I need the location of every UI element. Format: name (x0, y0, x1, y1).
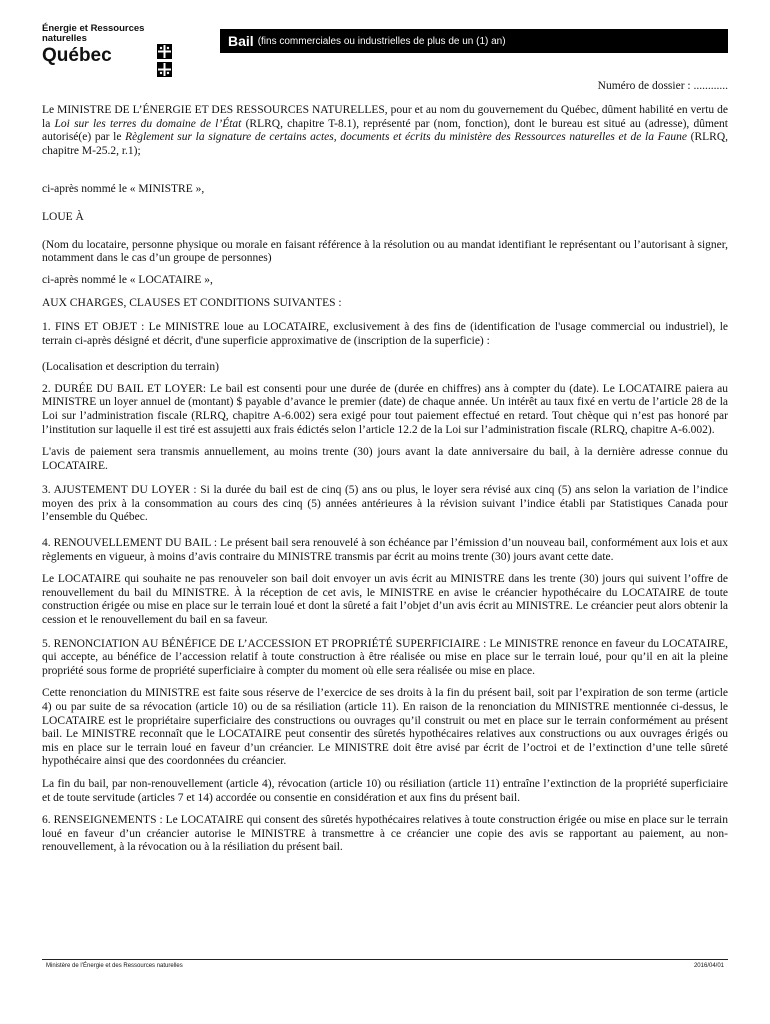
section-1: 1. FINS ET OBJET : Le MINISTRE loue au LOCATAIRE, exclusivement à des fins de (identification de l'usage commercial ou industriel), le terrain ci-après désigné et décrit, d'une superficie approximative de (inscription de la superficie) : (42, 320, 728, 347)
quebec-logo (42, 24, 192, 66)
section-5-end-of-lease: La fin du bail, par non-renouvellement (article 4), révocation (article 10) ou résiliation (article 11) entraîne l’extinction de la propriété superficiaire et de toute servitude (articles 7 et 14) accordée ou consentie en considération et aux fins du présent bail. (42, 777, 728, 804)
section-1-location: (Localisation et description du terrain) (42, 361, 219, 374)
document-title: Bail (228, 33, 254, 49)
logo-ministry-line1: Énergie et Ressources (42, 23, 145, 34)
logo-quebec-wordmark: Québec (42, 45, 112, 66)
section-2-notice: L'avis de paiement sera transmis annuellement, au moins trente (30) jours avant la date anniversaire du bail, à la dernière adresse connue du LOCATAIRE. (42, 446, 728, 472)
locataire-designation: ci-après nommé le « LOCATAIRE », (42, 273, 213, 286)
fleur-de-lis-icon (157, 62, 172, 77)
intro-regulation-title: Règlement sur la signature de certains actes, documents et écrits du ministère des Ressources naturelles et de la Faune (125, 131, 687, 144)
section-3: 3. AJUSTEMENT DU LOYER : Si la durée du bail est de cinq (5) ans ou plus, le loyer sera révisé aux cinq (5) ans selon la variation de l’indice moyen des prix à la consommation au cours des cinq (5) années antérieures à la révision suivant l’indice établi par Statistiques Canada pour l’ensemble du Québec. (42, 484, 728, 524)
section-6: 6. RENSEIGNEMENTS : Le LOCATAIRE qui consent des sûretés hypothécaires relatives à toute construction érigée ou mise en place sur le terrain loué en faveur d’un créancier autorise le MINISTRE à transmettre à ce créancier une copie des avis se rapportant au paiement, au non-renouvellement, à la révocation ou à la résiliation du présent bail. (42, 814, 728, 854)
footer-date: 2016/04/01 (693, 963, 724, 969)
intro-law-title: Loi sur les terres du domaine de l’État (54, 117, 242, 130)
section-5: 5. RENONCIATION AU BÉNÉFICE DE L’ACCESSION ET PROPRIÉTÉ SUPERFICIAIRE : Le MINISTRE renonce en faveur du LOCATAIRE, qui accepte, au bénéfice de l’accession relatif à toute construction à être réalisée ou mise en place sur le terrain loué, pour qu’il en ait la pleine propriété sous forme de propriété superficiaire à compter du moment où elle sera réalisée ou mise en place. (42, 637, 728, 677)
intro-paragraph (42, 104, 728, 158)
section-5-reservation: Cette renonciation du MINISTRE est faite sous réserve de l’exercice de ses droits à la fin du présent bail, soit par l’expiration de son terme (article 4) ou par suite de sa révocation (article 10) ou de sa résiliation (article 11). En raison de la renonciation du MINISTRE mentionnée ci-dessus, le LOCATAIRE est le propriétaire superficiaire des constructions ou ouvrages qu’il construit ou met en place sur le terrain conformément au présent bail. Le MINISTRE reconnaît que le LOCATAIRE peut consentir des sûretés hypothécaires relatives aux constructions ou aux ouvrages érigés ou mis en place sur le terrain loué en faveur d’un créancier. Le MINISTRE doit être avisé par écrit de l’octroi et de l’extinction d’une telle sûreté hypothécaire ainsi que des coordonnées du créancier. (42, 687, 728, 768)
intro-text-a: Le MINISTRE DE L’ÉNERGIE ET DES RESSOURCES NATURELLES, pour et au nom du gouvernement du Québec, dûment habilité en vertu de la (42, 104, 728, 130)
section-4-non-renewal: Le LOCATAIRE qui souhaite ne pas renouveler son bail doit envoyer un avis écrit au MINISTRE dans les trente (30) jours qui suivent l’offre de renouvellement du bail du MINISTRE. À la réception de cet avis, le MINISTRE en avise le créancier hypothécaire du LOCATAIRE de toute construction érigée ou mise en place sur le terrain loué et dont la sûreté a fait l’objet d’un avis écrit au MINISTRE. Le créancier peut alors obtenir la cession et le renouvellement du bail en sa faveur. (42, 573, 728, 627)
file-number: Numéro de dossier : ............ (597, 80, 728, 92)
ministre-designation: ci-après nommé le « MINISTRE », (42, 183, 205, 196)
document-title-banner (220, 29, 728, 53)
section-4: 4. RENOUVELLEMENT DU BAIL : Le présent bail sera renouvelé à son échéance par l’émission d’un nouveau bail, conformément aux lois et aux règlements en vigueur, à moins d’avis contraire du MINISTRE transmis par écrit au moins trente (30) jours avant cette date. (42, 537, 728, 563)
loue-a: LOUE À (42, 210, 84, 223)
locataire-description: (Nom du locataire, personne physique ou morale en faisant référence à la résolution ou au mandat identifiant le représentant ou l’autorisant à signer, notamment dans le cas d’un groupe de personnes) (42, 238, 728, 265)
section-2: 2. DURÉE DU BAIL ET LOYER: Le bail est consenti pour une durée de (durée en chiffres) ans à compter du (date). Le LOCATAIRE paiera au MINISTRE un loyer annuel de (montant) $ payable d’avance le premier (date) de chaque année. Un intérêt au taux fixé en vertu de l’article 28 de la Loi sur l’administration fiscale (RLRQ, chapitre A-6.002) sera exigé pour tout paiement effectué en retard. Tout chèque qui n’est pas honoré par l’institution sur laquelle il est tiré est assujetti aux frais édictés selon l’article 12.2 de la Loi sur l’administration fiscale (RLRQ, chapitre A-6.002). (42, 382, 728, 436)
quebec-flag (157, 44, 192, 80)
intro-text-c: (RLRQ, chapitre M-25.2, r.1); (42, 131, 729, 157)
document-subtitle: (fins commerciales ou industrielles de plus de un (1) an) (257, 35, 506, 47)
lease-body (42, 104, 728, 855)
logo-ministry-line2: naturelles (42, 33, 87, 44)
footer-ministry: Ministère de l’Énergie et des Ressources naturelles (46, 963, 183, 969)
charges-heading: AUX CHARGES, CLAUSES ET CONDITIONS SUIVANTES : (42, 297, 342, 310)
fleur-de-lis-icon (157, 44, 172, 59)
page-footer (42, 959, 728, 969)
intro-text-b: (RLRQ, chapitre T-8.1), représenté par (nom, fonction), dont le bureau est situé au (adresse), dûment autorisé(e) par le (42, 117, 728, 144)
